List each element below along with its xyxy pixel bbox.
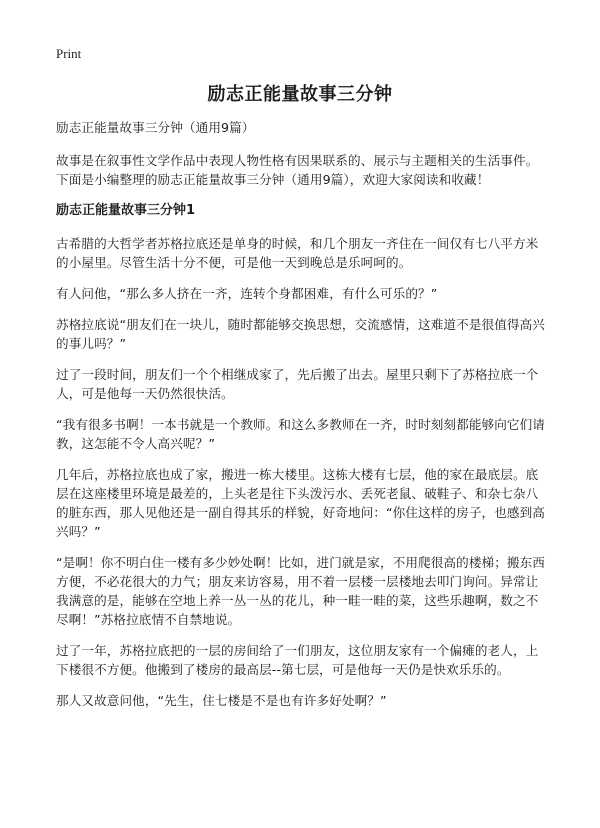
paragraph: 那人又故意问他，“先生，住七楼是不是也有许多好处啊？” bbox=[56, 693, 387, 708]
article-body bbox=[56, 118, 546, 722]
paragraph: “是啊！你不明白住一楼有多少妙处啊！比如，进门就是家，不用爬很高的楼梯；搬东西方便，不必花很大的力气；朋友来访容易，用不着一层楼一层楼地去叩门询问。异常让我满意的是，能够在空地上养一丛一丛的花儿，种一畦一畦的菜，这些乐趣啊，数之不尽啊！”苏格拉底情不自禁地说。 bbox=[56, 555, 545, 627]
article-subtitle: 励志正能量故事三分钟（通用9篇） bbox=[56, 120, 255, 135]
section-heading: 励志正能量故事三分钟1 bbox=[56, 203, 196, 218]
page-title: 励志正能量故事三分钟 bbox=[207, 84, 393, 105]
paragraph: 过了一年，苏格拉底把的一层的房间给了一们朋友，这位朋友家有一个偏瘫的老人，上下楼很不方便。他搬到了楼房的最高层--第七层，可是他每一天仍是快欢乐乐的。 bbox=[56, 643, 539, 677]
paragraph: 几年后，苏格拉底也成了家，搬进一栋大楼里。这栋大楼有七层，他的家在最底层。底层在这座楼里环境是最差的，上头老是往下头泼污水、丢死老鼠、破鞋子、和杂七杂八的脏东西，那人见他还是一副自得其乐的样貌，好奇地问：“你住这样的房子，也感到高兴吗？” bbox=[56, 467, 545, 539]
print-link[interactable]: Print bbox=[56, 46, 82, 61]
paragraph: 古希腊的大哲学者苏格拉底还是单身的时候，和几个朋友一齐住在一间仅有七八平方米的小屋里。尽管生活十分不便，可是他一天到晚总是乐呵呵的。 bbox=[56, 236, 539, 270]
paragraph: 过了一段时间，朋友们一个个相继成家了，先后搬了出去。屋里只剩下了苏格拉底一个人，可是他每一天仍然很快活。 bbox=[56, 367, 539, 401]
paragraph: “我有很多书啊！一本书就是一个教师。和这么多教师在一齐，时时刻刻都能够向它们请教，这怎能不令人高兴呢？” bbox=[56, 417, 545, 451]
paragraph: 有人问他，“那么多人挤在一齐，连转个身都困难，有什么可乐的？” bbox=[56, 286, 438, 301]
paragraph: 苏格拉底说“朋友们在一块儿，随时都能够交换思想，交流感情，这难道不是很值得高兴的事儿吗？” bbox=[56, 317, 545, 351]
article-intro: 故事是在叙事性文学作品中表现人物性格有因果联系的、展示与主题相关的生活事件。下面是小编整理的励志正能量故事三分钟（通用9篇），欢迎大家阅读和收藏！ bbox=[56, 153, 539, 187]
